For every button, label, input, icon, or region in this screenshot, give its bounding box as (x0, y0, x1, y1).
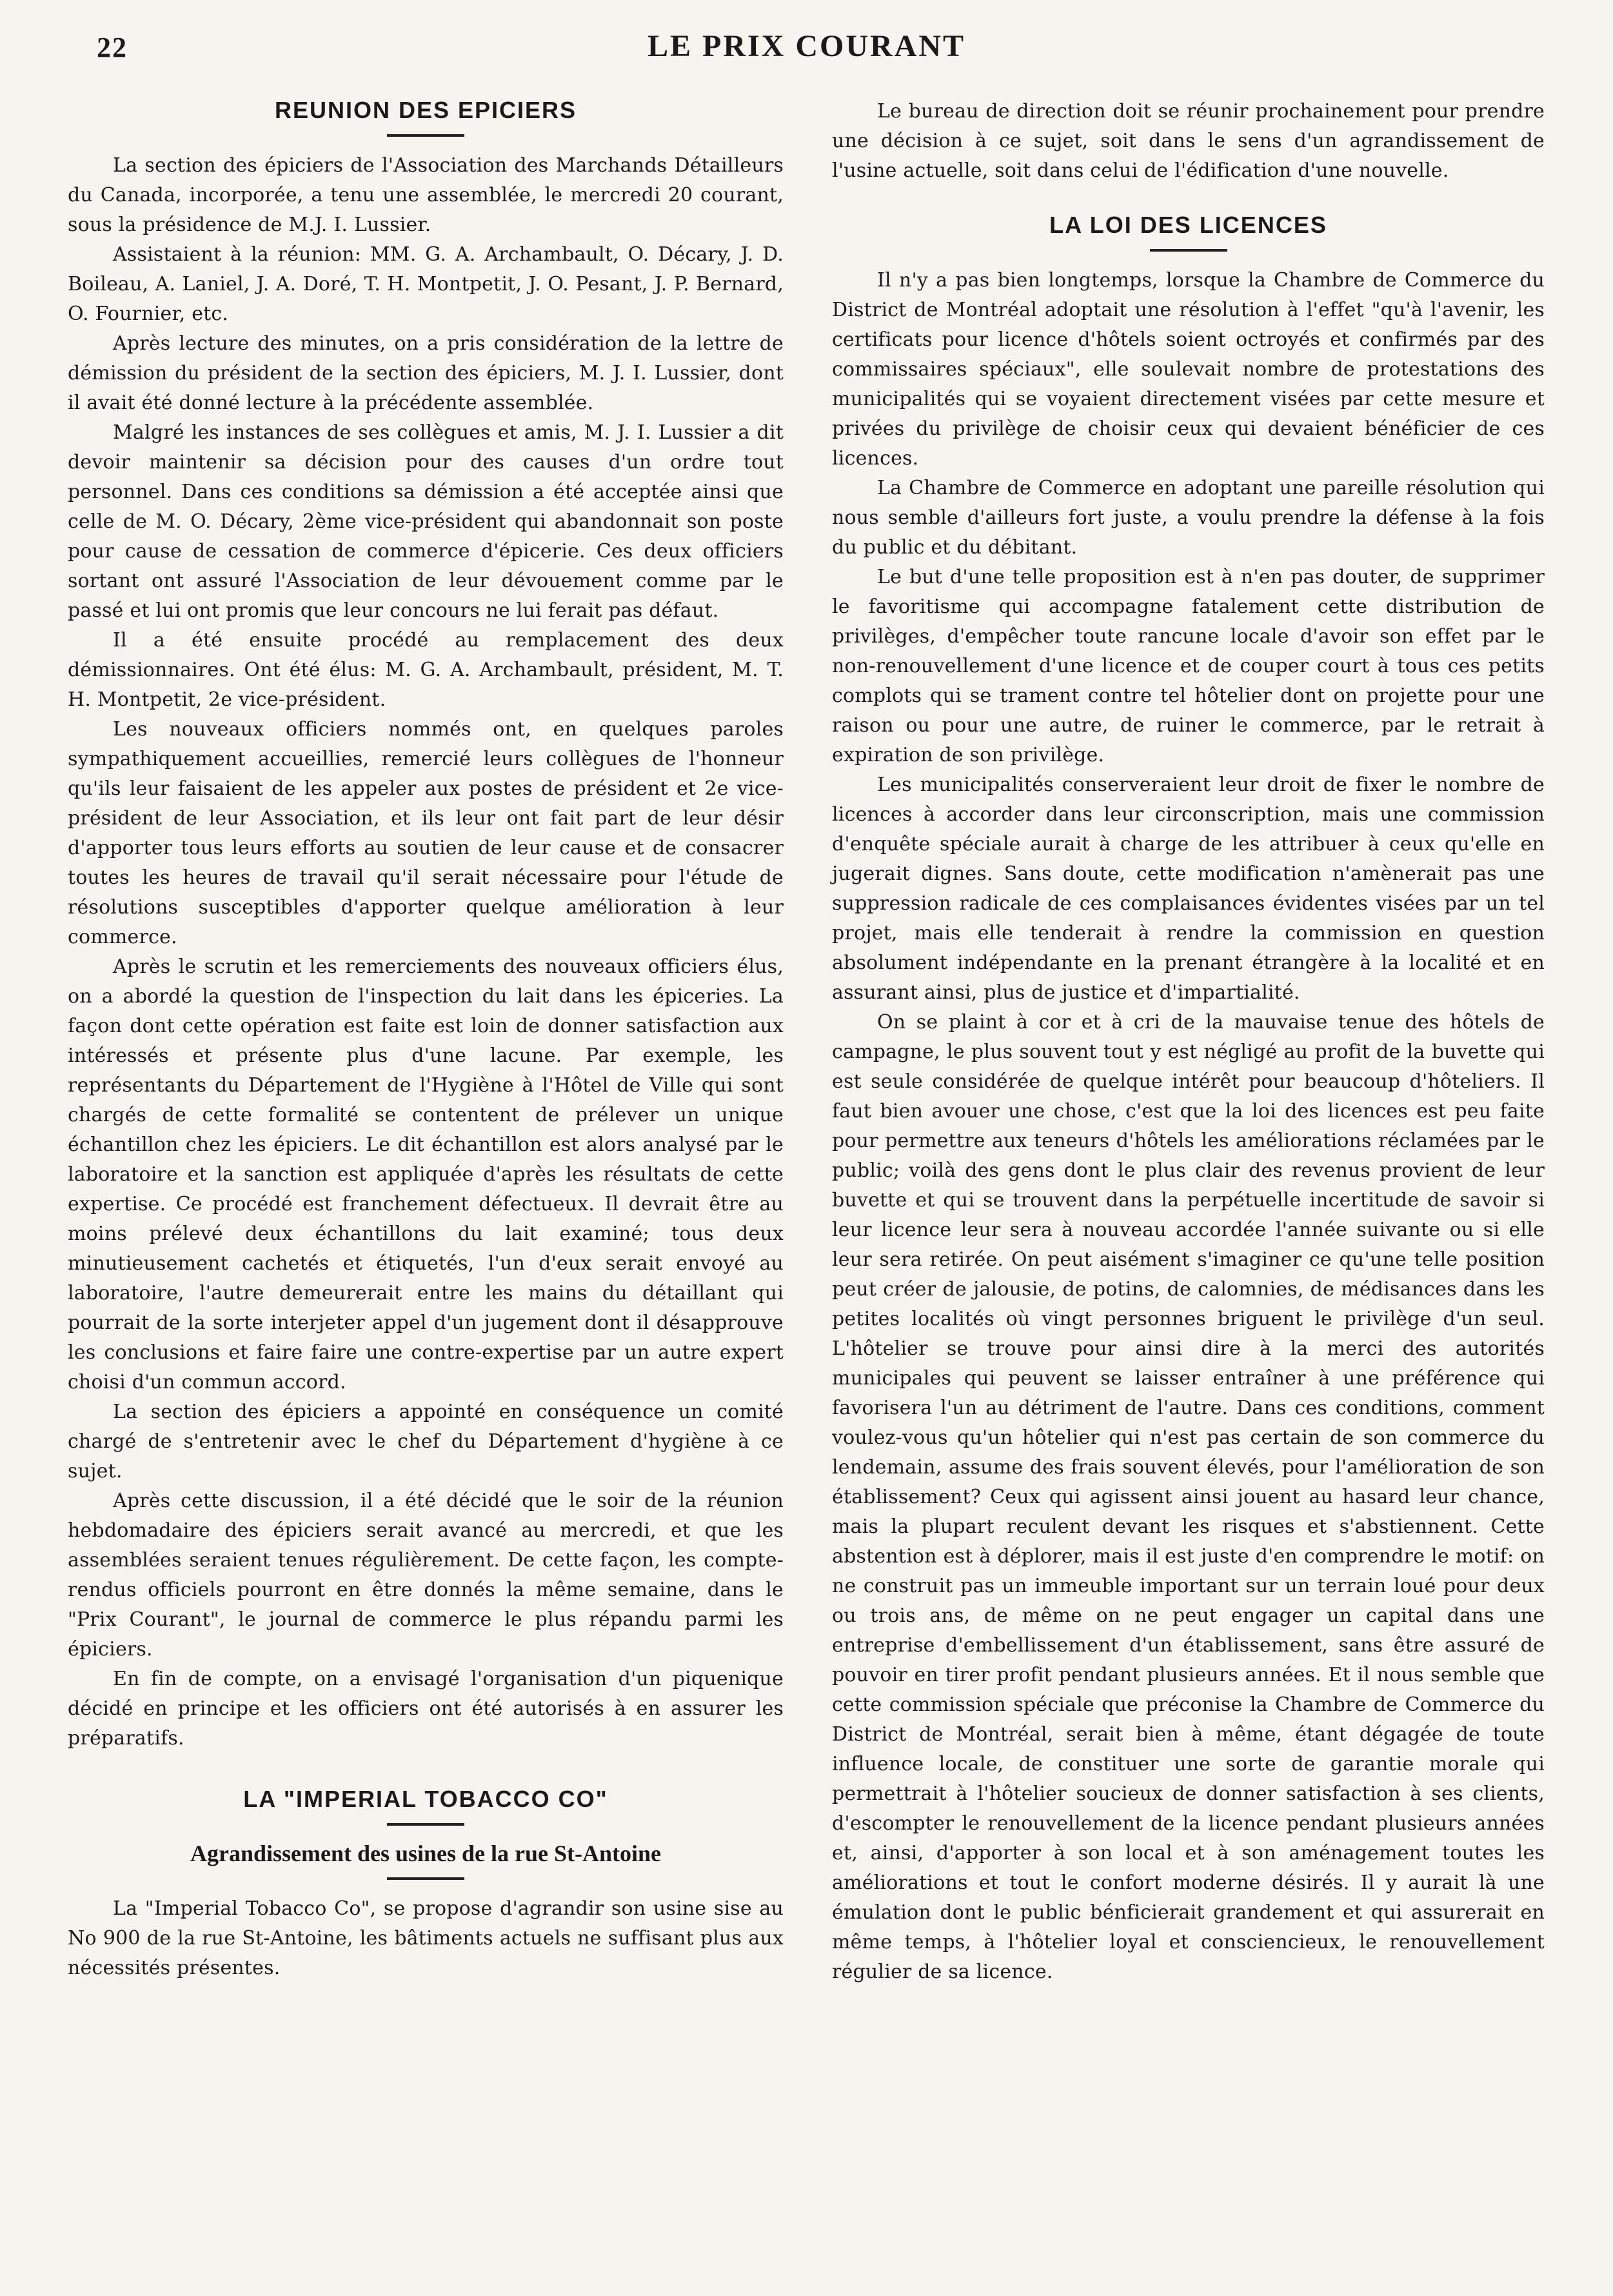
article-subtitle-tobacco: Agrandissement des usines de la rue St-Antoine (190, 1841, 662, 1866)
title-rule (387, 1823, 464, 1826)
paragraph: On se plaint à cor et à cri de la mauvaise tenue des hôtels de campagne, le plus souvent tout y est négligé au profit de la buvette qui est seule considérée de quelque intérêt pour beaucoup d'hôteliers. Il faut bien avouer une chose, c'est que la loi des licences est peu faite pour permettre aux teneurs d'hôtels les améliorations réclamées par le public; voilà des gens dont le plus clair des revenus provient de leur buvette et qui se trouvent dans la perpétuelle incertitude de savoir si leur licence leur sera à nouveau accordée l'année suivante ou si elle leur sera retirée. On peut aisément s'imaginer ce qu'une telle position peut créer de jalousie, de potins, de calomnies, de médisances dans les petites localités où vingt personnes briguent le privilège d'un seul. L'hôtelier se trouve pour ainsi dire à la merci des autorités municipales qui peuvent se laisser entraîner à une préférence qui favorisera l'un au détriment de l'autre. Dans ces conditions, comment voulez-vous qu'un hôtelier qui n'est pas certain de son commerce du lendemain, assume des frais souvent élevés, pour l'amélioration de son établissement? Ceux qui agissent ainsi jouent au hasard leur chance, mais la plupart reculent devant les risques et s'abstiennent. Cette abstention est à déplorer, mais il est juste d'en comprendre le motif: on ne construit pas un immeuble important sur un terrain loué pour deux ou trois ans, de même on ne peut engager un capital dans une entreprise d'embellissement d'un établissement, sans être assuré de pouvoir en tirer profit pendant plusieurs années. Et il nous semble que cette commission spéciale que préconise la Chambre de Commerce du District de Montréal, serait bien à même, étant dégagée de toute influence locale, de constituer une sorte de garantie morale qui permettrait à l'hôtelier soucieux de donner satisfaction à ses clients, d'escompter le renouvellement de la licence pendant plusieurs années et, ainsi, d'apporter à son local et à son aménagement toutes les améliorations et tout le confort moderne désirés. Il y aurait là une émulation dont le public bénficierait grandement et qui assurerait en même temps, à l'hôtelier loyal et consciencieux, le renouvellement régulier de sa licence. (832, 1011, 1545, 1983)
paragraph: En fin de compte, on a envisagé l'organisation d'un piquenique décidé en principe et les officiers ont été autorisés à en assurer les préparatifs. (68, 1668, 784, 1750)
article-title-licences: LA LOI DES LICENCES (1049, 212, 1327, 238)
paragraph: Après lecture des minutes, on a pris considération de la lettre de démission du président de la section des épiciers, M. J. I. Lussier, dont il avait été donné lecture à la précédente assemblée. (68, 332, 784, 414)
article-title-epiciers: REUNION DES EPICIERS (274, 97, 577, 123)
paragraph: La Chambre de Commerce en adoptant une pareille résolution qui nous semble d'ailleurs fort juste, a voulu prendre la défense à la fois du public et du débitant. (832, 477, 1545, 559)
paragraph: Le bureau de direction doit se réunir prochainement pour prendre une décision à ce sujet, soit dans le sens d'un agrandissement de l'usine actuelle, soit dans celui de l'édification d'une nouvelle. (832, 100, 1545, 182)
paragraph: Il a été ensuite procédé au remplacement des deux démissionnaires. Ont été élus: M. G. A. Archambault, président, M. T. H. Montpetit, 2e vice-président. (68, 629, 784, 711)
right-column (832, 97, 1545, 1987)
running-head: LE PRIX COURANT (647, 29, 966, 63)
paragraph: Il n'y a pas bien longtemps, lorsque la Chambre de Commerce du District de Montréal adoptait une résolution à l'effet "qu'à l'avenir, les certificats pour licence d'hôtels soient octroyés et confirmés par des commissaires spéciaux", elle soulevait nombre de protestations des municipalités qui se voyaient directement visées par cette mesure et privées du privilège de choisir ceux qui devaient bénéficier de ces licences. (832, 269, 1545, 470)
paragraph: Assistaient à la réunion: MM. G. A. Archambault, O. Décary, J. D. Boileau, A. Laniel, J. A. Doré, T. H. Montpetit, J. O. Pesant, J. P. Bernard, O. Fournier, etc. (68, 243, 784, 325)
paragraph: Les municipalités conserveraient leur droit de fixer le nombre de licences à accorder dans leur circonscription, mais une commission d'enquête spéciale aurait à charge de les attribuer à ceux qu'elle en jugerait dignes. Sans doute, cette modification n'amènerait pas une suppression radicale de ces complaisances évidentes visées par un tel projet, mais elle tenderait à rendre la commission en question absolument indépendante en la prenant étrangère à la localité et en assurant ainsi, plus de justice et d'impartialité. (832, 774, 1545, 1004)
title-rule (1150, 249, 1227, 252)
paragraph: Après le scrutin et les remerciements des nouveaux officiers élus, on a abordé la question de l'inspection du lait dans les épiceries. La façon dont cette opération est faite est loin de donner satisfaction aux intéressés et présente plus d'une lacune. Par exemple, les représentants du Département de l'Hygiène à l'Hôtel de Ville qui sont chargés de cette formalité se contentent de prélever un unique échantillon chez les épiciers. Le dit échantillon est alors analysé par le laboratoire et la sanction est appliquée d'après les résultats de cette expertise. Ce procédé est franchement défectueux. Il devrait être au moins prélevé deux échantillons du lait examiné; tous deux minutieusement cachetés et étiquetés, l'un d'eux serait envoyé au laboratoire, l'autre demeurerait entre les mains du détaillant qui pourrait de la sorte interjeter appel d'un jugement dont il désapprouve les conclusions et faire faire une contre-expertise par un autre expert choisi d'un commun accord. (68, 955, 784, 1393)
page-number: 22 (97, 32, 128, 63)
paragraph: Les nouveaux officiers nommés ont, en quelques paroles sympathiquement accueillies, remercié leurs collègues de l'honneur qu'ils leur faisaient de les appeler aux postes de président et 2e vice-président de leur Association, et ils leur ont fait part de leur désir d'apporter tous leurs efforts au soutien de leur cause et de consacrer toutes les heures de travail qu'il serait nécessaire pour l'étude de résolutions susceptibles d'apporter quelque amélioration à leur commerce. (68, 718, 784, 948)
subtitle-rule (387, 1877, 464, 1880)
paragraph: Après cette discussion, il a été décidé que le soir de la réunion hebdomadaire des épiciers serait avancé au mercredi, et que les assemblées seraient tenues régulièrement. De cette façon, les compte-rendus officiels pourront en être donnés la même semaine, dans le "Prix Courant", le journal de commerce le plus répandu parmi les épiciers. (68, 1490, 784, 1661)
article-title-tobacco: LA "IMPERIAL TOBACCO CO" (243, 1786, 608, 1812)
paragraph: La section des épiciers a appointé en conséquence un comité chargé de s'entretenir avec le chef du Département d'hygiène à ce sujet. (68, 1401, 784, 1482)
paragraph: Malgré les instances de ses collègues et amis, M. J. I. Lussier a dit devoir maintenir sa décision pour des causes d'un ordre tout personnel. Dans ces conditions sa démission a été acceptée ainsi que celle de M. O. Décary, 2ème vice-président qui abandonnait son poste pour cause de cessation de commerce d'épicerie. Ces deux officiers sortant ont assuré l'Association de leur dévouement comme par le passé et lui ont promis que leur concours ne lui ferait pas défaut. (68, 421, 784, 622)
paragraph: La "Imperial Tobacco Co", se propose d'agrandir son usine sise au No 900 de la rue St-Antoine, les bâtiments actuels ne suffisant plus aux nécessités présentes. (68, 1897, 784, 1979)
paragraph: Le but d'une telle proposition est à n'en pas douter, de supprimer le favoritisme qui accompagne fatalement cette distribution de privilèges, d'empêcher toute rancune locale d'avoir son effet par le non-renouvellement d'une licence et de couper court à tous ces petits complots qui se trament contre tel hôtelier dont on projette pour une raison ou pour une autre, de ruiner le commerce, par le retrait à expiration de son privilège. (832, 566, 1545, 766)
title-rule (387, 134, 464, 137)
left-column (68, 97, 784, 1983)
paragraph: La section des épiciers de l'Association des Marchands Détailleurs du Canada, incorporée, a tenu une assemblée, le mercredi 20 courant, sous la présidence de M.J. I. Lussier. (68, 154, 784, 236)
